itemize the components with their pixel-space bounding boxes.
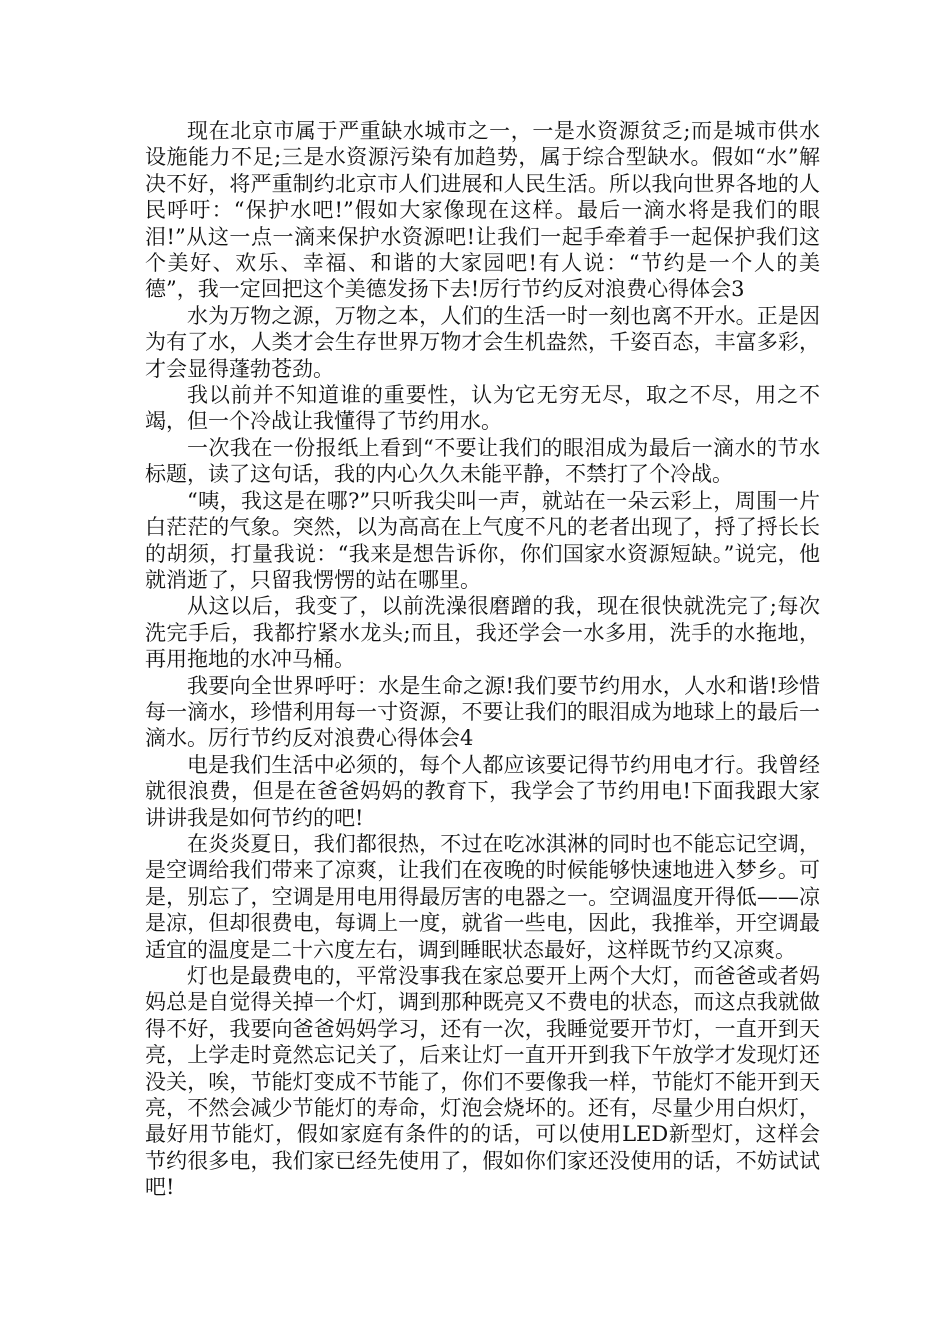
paragraph-6: 从这以后，我变了，以前洗澡很磨蹭的我，现在很快就洗完了;每次洗完手后，我都拧紧水龙头;而且，我还学会一水多用，洗手的水拖地，再用拖地的水冲马桶。 xyxy=(145,594,820,672)
paragraph-8: 电是我们生活中必须的，每个人都应该要记得节约用电才行。我曾经就很浪费，但是在爸爸妈妈的教育下，我学会了节约用电!下面我跟大家讲讲我是如何节约的吧! xyxy=(145,752,820,830)
paragraph-2: 水为万物之源，万物之本，人们的生活一时一刻也离不开水。正是因为有了水，人类才会生存世界万物才会生机盎然，千姿百态，丰富多彩，才会显得蓬勃苍劲。 xyxy=(145,303,820,381)
document-body xyxy=(145,118,820,1201)
paragraph-1: 现在北京市属于严重缺水城市之一，一是水资源贫乏;而是城市供水设施能力不足;三是水资源污染有加趋势，属于综合型缺水。假如“水”解决不好，将严重制约北京市人们进展和人民生活。所以我向世界各地的人民呼吁：“保护水吧!”假如大家像现在这样。最后一滴水将是我们的眼泪!”从这一点一滴来保护水资源吧!让我们一起手牵着手一起保护我们这个美好、欢乐、幸福、和谐的大家园吧!有人说：“节约是一个人的美德”，我一定回把这个美德发扬下去!厉行节约反对浪费心得体会3 xyxy=(145,119,820,302)
paragraph-3: 我以前并不知道谁的重要性，认为它无穷无尽，取之不尽，用之不竭，但一个冷战让我懂得了节约用水。 xyxy=(145,383,820,434)
paragraph-9: 在炎炎夏日，我们都很热，不过在吃冰淇淋的同时也不能忘记空调，是空调给我们带来了凉爽，让我们在夜晚的时候能够快速地进入梦乡。可是，别忘了，空调是用电用得最厉害的电器之一。空调温度开得低——凉是凉，但却很费电，每调上一度，就省一些电，因此，我推举，开空调最适宜的温度是二十六度左右，调到睡眠状态最好，这样既节约又凉爽。 xyxy=(145,831,820,962)
paragraph-4: 一次我在一份报纸上看到“不要让我们的眼泪成为最后一滴水的节水标题，读了这句话，我的内心久久未能平静，不禁打了个冷战。 xyxy=(145,435,820,487)
paragraph-5: “咦，我这是在哪?”只听我尖叫一声，就站在一朵云彩上，周围一片白茫茫的气象。突然，以为高高在上气度不凡的老者出现了，捋了捋长长的胡须，打量我说：“我来是想告诉你，你们国家水资源短缺。”说完，他就消逝了，只留我愣愣的站在哪里。 xyxy=(145,488,820,592)
paragraph-7: 我要向全世界呼吁：水是生命之源!我们要节约用水，人水和谐!珍惜每一滴水，珍惜利用每一寸资源，不要让我们的眼泪成为地球上的最后一滴水。厉行节约反对浪费心得体会4 xyxy=(145,673,820,751)
paragraph-10: 灯也是最费电的，平常没事我在家总要开上两个大灯，而爸爸或者妈妈总是自觉得关掉一个灯，调到那种既亮又不费电的状态，而这点我就做得不好，我要向爸爸妈妈学习，还有一次，我睡觉要开节灯，一直开到天亮，上学走时竟然忘记关了，后来让灯一直开开到我下午放学才发现灯还没关，唉，节能灯变成不节能了，你们不要像我一样，节能灯不能开到天亮，不然会减少节能灯的寿命，灯泡会烧坏的。还有，尽量少用白炽灯，最好用节能灯，假如家庭有条件的的话，可以使用LED新型灯，这样会节约很多电，我们家已经先使用了，假如你们家还没使用的话，不妨试试吧! xyxy=(145,964,820,1200)
